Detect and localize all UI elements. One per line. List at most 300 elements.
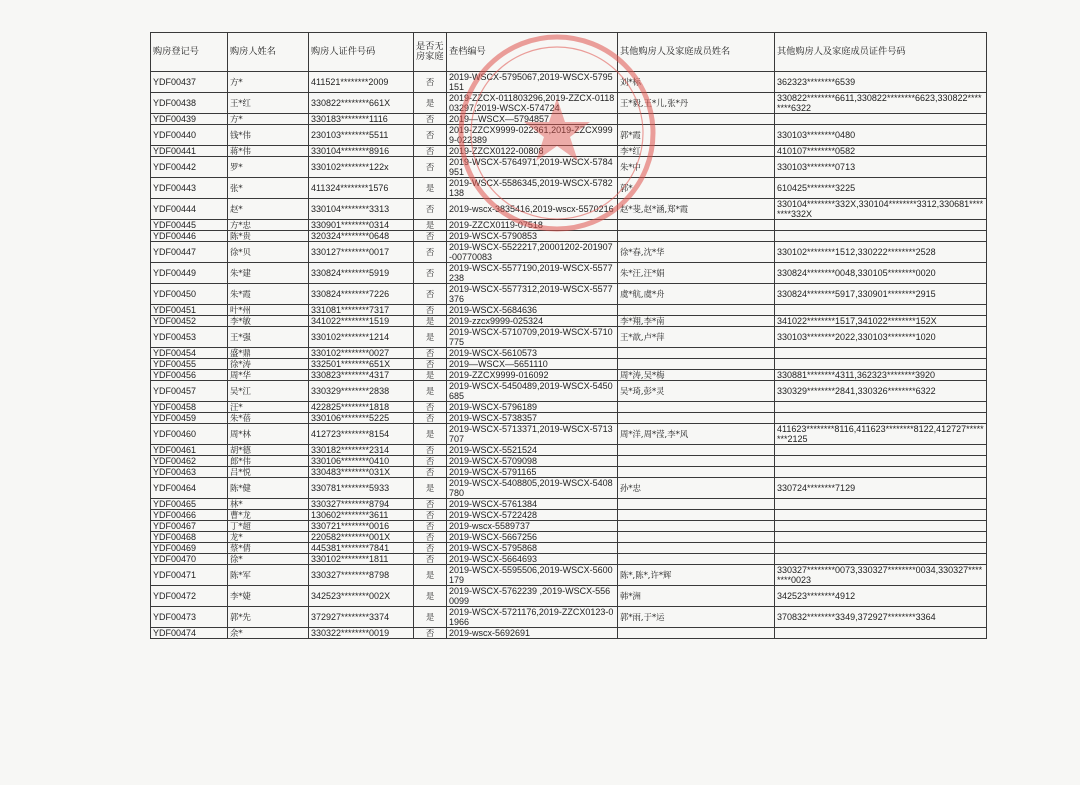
buyer-name-cell: 蔡*倩 [228, 543, 309, 554]
reg-no-cell: YDF00450 [151, 284, 228, 305]
no-house-cell: 否 [414, 445, 447, 456]
archive-no-cell: 2019-WSCX-5738357 [447, 413, 618, 424]
archive-no-cell: 2019-ZZCX-011803296,2019-ZZCX-011803297,2019-WSCX-574724 [447, 93, 618, 114]
archive-no-cell: 2019-WSCX-5722428 [447, 510, 618, 521]
buyer-name-cell: 徐* [228, 554, 309, 565]
other-names-cell [618, 402, 775, 413]
archive-no-cell: 2019-WSCX-5664693 [447, 554, 618, 565]
table-row [151, 381, 987, 402]
no-house-cell: 是 [414, 93, 447, 114]
no-house-cell: 否 [414, 72, 447, 93]
header-buyer-name: 购房人姓名 [228, 33, 309, 72]
other-certs-cell [775, 231, 987, 242]
no-house-cell: 否 [414, 359, 447, 370]
header-other-names: 其他购房人及家庭成员姓名 [618, 33, 775, 72]
archive-no-cell: 2019-ZZCX0119-07518 [447, 220, 618, 231]
buyer-cert-cell: 330106********5225 [309, 413, 414, 424]
header-buyer-cert: 购房人证件号码 [309, 33, 414, 72]
other-names-cell: 朱*汪,汪*娟 [618, 263, 775, 284]
reg-no-cell: YDF00442 [151, 157, 228, 178]
buyer-cert-cell: 330329********2838 [309, 381, 414, 402]
buyer-name-cell: 陈*健 [228, 478, 309, 499]
table-row [151, 628, 987, 639]
buyer-cert-cell: 372927********3374 [309, 607, 414, 628]
other-certs-cell: 330103********2022,330103********1020 [775, 327, 987, 348]
buyer-cert-cell: 320324********0648 [309, 231, 414, 242]
table-row [151, 316, 987, 327]
reg-no-cell: YDF00456 [151, 370, 228, 381]
archive-no-cell: 2019-ZZCX9999-016092 [447, 370, 618, 381]
archive-no-cell: 2019-WSCX-5667256 [447, 532, 618, 543]
buyer-cert-cell: 411324********1576 [309, 178, 414, 199]
buyer-name-cell: 余* [228, 628, 309, 639]
other-names-cell: 郭*霞 [618, 125, 775, 146]
other-certs-cell [775, 554, 987, 565]
table-row [151, 263, 987, 284]
archive-no-cell: 2019-WSCX-5522217,20001202-201907-00770083 [447, 242, 618, 263]
other-names-cell: 周*涛,吴*梅 [618, 370, 775, 381]
archive-no-cell: 2019-wscx-3835416,2019-wscx-5570216 [447, 199, 618, 220]
table-row [151, 543, 987, 554]
buyer-name-cell: 李*婕 [228, 586, 309, 607]
buyer-name-cell: 蒋*伟 [228, 146, 309, 157]
buyer-cert-cell: 330824********5919 [309, 263, 414, 284]
other-names-cell [618, 521, 775, 532]
buyer-cert-cell: 330721********0016 [309, 521, 414, 532]
reg-no-cell: YDF00444 [151, 199, 228, 220]
other-names-cell [618, 467, 775, 478]
archive-no-cell: 2019-WSCX-5521524 [447, 445, 618, 456]
buyer-cert-cell: 230103********5511 [309, 125, 414, 146]
reg-no-cell: YDF00462 [151, 456, 228, 467]
other-names-cell: 王*歆,卢*萍 [618, 327, 775, 348]
buyer-cert-cell: 330183********1116 [309, 114, 414, 125]
table-row [151, 72, 987, 93]
archive-no-cell: 2019-zzcx9999-025324 [447, 316, 618, 327]
buyer-name-cell: 陈*贵 [228, 231, 309, 242]
other-certs-cell: 330724********7129 [775, 478, 987, 499]
other-names-cell: 王*毅,王*儿,张*丹 [618, 93, 775, 114]
other-certs-cell: 342523********4912 [775, 586, 987, 607]
table-row [151, 220, 987, 231]
archive-no-cell: 2019-WSCX-5450489,2019-WSCX-5450685 [447, 381, 618, 402]
buyer-cert-cell: 330127********0017 [309, 242, 414, 263]
other-names-cell [618, 220, 775, 231]
buyer-name-cell: 朱*建 [228, 263, 309, 284]
buyer-name-cell: 周*华 [228, 370, 309, 381]
reg-no-cell: YDF00466 [151, 510, 228, 521]
reg-no-cell: YDF00451 [151, 305, 228, 316]
no-house-cell: 否 [414, 543, 447, 554]
no-house-cell: 否 [414, 413, 447, 424]
other-certs-cell [775, 445, 987, 456]
other-names-cell [618, 532, 775, 543]
buyer-cert-cell: 411521********2009 [309, 72, 414, 93]
no-house-cell: 是 [414, 370, 447, 381]
other-certs-cell: 330881********4311,362323********3920 [775, 370, 987, 381]
buyer-cert-cell: 330104********3313 [309, 199, 414, 220]
archive-no-cell: 2019-WSCX-5710709,2019-WSCX-5710775 [447, 327, 618, 348]
other-names-cell: 朱*中 [618, 157, 775, 178]
header-reg-no: 购房登记号 [151, 33, 228, 72]
buyer-name-cell: 胡*德 [228, 445, 309, 456]
other-names-cell [618, 305, 775, 316]
no-house-cell: 是 [414, 178, 447, 199]
buyer-name-cell: 张* [228, 178, 309, 199]
other-names-cell: 刘*标 [618, 72, 775, 93]
archive-no-cell: 2019-WSCX-5595506,2019-WSCX-5600179 [447, 565, 618, 586]
reg-no-cell: YDF00468 [151, 532, 228, 543]
no-house-cell: 否 [414, 114, 447, 125]
table-row [151, 157, 987, 178]
other-certs-cell: 330104********332X,330104********3312,330681********332X [775, 199, 987, 220]
reg-no-cell: YDF00467 [151, 521, 228, 532]
buyer-name-cell: 郭*先 [228, 607, 309, 628]
other-names-cell [618, 510, 775, 521]
other-certs-cell [775, 456, 987, 467]
buyer-name-cell: 朱*霞 [228, 284, 309, 305]
table-row [151, 445, 987, 456]
reg-no-cell: YDF00452 [151, 316, 228, 327]
archive-no-cell: 2019-WSCX-5684636 [447, 305, 618, 316]
no-house-cell: 否 [414, 467, 447, 478]
other-names-cell: 郭* [618, 178, 775, 199]
reg-no-cell: YDF00441 [151, 146, 228, 157]
other-certs-cell [775, 532, 987, 543]
buyer-cert-cell: 330182********2314 [309, 445, 414, 456]
buyer-cert-cell: 330483********031X [309, 467, 414, 478]
archive-no-cell: 2019-wscx-5692691 [447, 628, 618, 639]
other-certs-cell: 330329********2841,330326********6322 [775, 381, 987, 402]
table-row [151, 402, 987, 413]
other-names-cell [618, 413, 775, 424]
buyer-name-cell: 曹*龙 [228, 510, 309, 521]
reg-no-cell: YDF00461 [151, 445, 228, 456]
reg-no-cell: YDF00460 [151, 424, 228, 445]
buyer-name-cell: 汪* [228, 402, 309, 413]
other-certs-cell [775, 305, 987, 316]
buyer-cert-cell: 330781********5933 [309, 478, 414, 499]
buyer-cert-cell: 422825********1818 [309, 402, 414, 413]
reg-no-cell: YDF00453 [151, 327, 228, 348]
table-row [151, 242, 987, 263]
other-certs-cell: 330822********6611,330822********6623,330822********6322 [775, 93, 987, 114]
other-certs-cell [775, 348, 987, 359]
table-header-row [151, 33, 987, 72]
no-house-cell: 是 [414, 565, 447, 586]
other-certs-cell: 410107********0582 [775, 146, 987, 157]
archive-no-cell: 2019-ZZCX9999-022361,2019-ZZCX9999-022389 [447, 125, 618, 146]
other-names-cell [618, 543, 775, 554]
archive-no-cell: 2019-WSCX-5408805,2019-WSCX-5408780 [447, 478, 618, 499]
reg-no-cell: YDF00464 [151, 478, 228, 499]
archive-no-cell: 2019—WSCX—5794857 [447, 114, 618, 125]
archive-no-cell: 2019-WSCX-5709098 [447, 456, 618, 467]
no-house-cell: 否 [414, 125, 447, 146]
buyer-cert-cell: 330822********661X [309, 93, 414, 114]
buyer-cert-cell: 332501********651X [309, 359, 414, 370]
table-row [151, 284, 987, 305]
other-names-cell: 周*洋,周*滢,李*风 [618, 424, 775, 445]
table-row [151, 510, 987, 521]
buyer-cert-cell: 330104********8916 [309, 146, 414, 157]
other-certs-cell: 330103********0480 [775, 125, 987, 146]
reg-no-cell: YDF00474 [151, 628, 228, 639]
buyer-cert-cell: 330901********0314 [309, 220, 414, 231]
reg-no-cell: YDF00457 [151, 381, 228, 402]
table-row [151, 348, 987, 359]
reg-no-cell: YDF00438 [151, 93, 228, 114]
buyer-cert-cell: 330322********0019 [309, 628, 414, 639]
buyer-cert-cell: 330102********0027 [309, 348, 414, 359]
no-house-cell: 否 [414, 532, 447, 543]
table-row [151, 607, 987, 628]
table-row [151, 424, 987, 445]
no-house-cell: 否 [414, 521, 447, 532]
other-certs-cell: 341022********1517,341022********152X [775, 316, 987, 327]
other-certs-cell [775, 220, 987, 231]
other-certs-cell [775, 521, 987, 532]
archive-no-cell: 2019-WSCX-5761384 [447, 499, 618, 510]
buyer-cert-cell: 412723********8154 [309, 424, 414, 445]
reg-no-cell: YDF00449 [151, 263, 228, 284]
table-row [151, 114, 987, 125]
no-house-cell: 否 [414, 510, 447, 521]
buyer-name-cell: 盛*鼎 [228, 348, 309, 359]
no-house-cell: 否 [414, 263, 447, 284]
buyer-cert-cell: 330102********1214 [309, 327, 414, 348]
other-certs-cell [775, 510, 987, 521]
buyer-name-cell: 龙* [228, 532, 309, 543]
archive-no-cell: 2019-WSCX-5586345,2019-WSCX-5782138 [447, 178, 618, 199]
buyer-cert-cell: 330106********0410 [309, 456, 414, 467]
archive-no-cell: 2019-WSCX-5764971,2019-WSCX-5784951 [447, 157, 618, 178]
buyer-cert-cell: 220582********001X [309, 532, 414, 543]
buyer-name-cell: 罗* [228, 157, 309, 178]
table-row [151, 178, 987, 199]
other-certs-cell: 330824********5917,330901********2915 [775, 284, 987, 305]
table-row [151, 305, 987, 316]
buyer-name-cell: 钱*伟 [228, 125, 309, 146]
no-house-cell: 是 [414, 316, 447, 327]
other-names-cell: 赵*斐,赵*涵,郑*霞 [618, 199, 775, 220]
buyer-cert-cell: 330823********4317 [309, 370, 414, 381]
archive-no-cell: 2019-WSCX-5790853 [447, 231, 618, 242]
archive-no-cell: 2019-ZZCX0122-00808 [447, 146, 618, 157]
header-archive-no: 查档编号 [447, 33, 618, 72]
buyer-name-cell: 王*红 [228, 93, 309, 114]
other-names-cell [618, 628, 775, 639]
buyer-name-cell: 郎*伟 [228, 456, 309, 467]
buyer-cert-cell: 331081********7317 [309, 305, 414, 316]
archive-no-cell: 2019-WSCX-5795067,2019-WSCX-5795151 [447, 72, 618, 93]
reg-no-cell: YDF00437 [151, 72, 228, 93]
buyer-name-cell: 陈*军 [228, 565, 309, 586]
other-names-cell: 陈*,陈*,许*辉 [618, 565, 775, 586]
buyer-name-cell: 朱*蓓 [228, 413, 309, 424]
table-row [151, 456, 987, 467]
table-row [151, 199, 987, 220]
table-row [151, 327, 987, 348]
buyer-name-cell: 方* [228, 114, 309, 125]
other-names-cell: 孙*忠 [618, 478, 775, 499]
other-names-cell [618, 554, 775, 565]
reg-no-cell: YDF00458 [151, 402, 228, 413]
table-row [151, 125, 987, 146]
no-house-cell: 否 [414, 157, 447, 178]
other-certs-cell: 411623********8116,411623********8122,412727********2125 [775, 424, 987, 445]
other-certs-cell [775, 359, 987, 370]
header-no-house: 是否无房家庭 [414, 33, 447, 72]
other-certs-cell [775, 114, 987, 125]
buyer-name-cell: 李*敏 [228, 316, 309, 327]
reg-no-cell: YDF00463 [151, 467, 228, 478]
other-names-cell: 虞*航,虞*舟 [618, 284, 775, 305]
other-names-cell: 郭*雨,于*运 [618, 607, 775, 628]
other-certs-cell: 362323********6539 [775, 72, 987, 93]
buyer-cert-cell: 330824********7226 [309, 284, 414, 305]
no-house-cell: 是 [414, 327, 447, 348]
other-certs-cell: 330824********0048,330105********0020 [775, 263, 987, 284]
other-names-cell [618, 445, 775, 456]
no-house-cell: 否 [414, 284, 447, 305]
buyer-name-cell: 赵* [228, 199, 309, 220]
archive-no-cell: 2019-wscx-5589737 [447, 521, 618, 532]
no-house-cell: 是 [414, 220, 447, 231]
table-row [151, 146, 987, 157]
buyer-cert-cell: 341022********1519 [309, 316, 414, 327]
other-names-cell [618, 114, 775, 125]
table-row [151, 413, 987, 424]
buyer-name-cell: 周*林 [228, 424, 309, 445]
reg-no-cell: YDF00454 [151, 348, 228, 359]
archive-no-cell: 2019-WSCX-5721176,2019-ZZCX0123-01966 [447, 607, 618, 628]
reg-no-cell: YDF00445 [151, 220, 228, 231]
archive-no-cell: 2019-WSCX-5713371,2019-WSCX-5713707 [447, 424, 618, 445]
archive-no-cell: 2019-WSCX-5795868 [447, 543, 618, 554]
reg-no-cell: YDF00465 [151, 499, 228, 510]
other-certs-cell: 330327********0073,330327********0034,330327********0023 [775, 565, 987, 586]
table-row [151, 93, 987, 114]
buyer-cert-cell: 330102********1811 [309, 554, 414, 565]
other-certs-cell [775, 413, 987, 424]
no-house-cell: 否 [414, 628, 447, 639]
no-house-cell: 否 [414, 146, 447, 157]
table-row [151, 565, 987, 586]
reg-no-cell: YDF00446 [151, 231, 228, 242]
archive-no-cell: 2019-WSCX-5796189 [447, 402, 618, 413]
buyer-name-cell: 吴*江 [228, 381, 309, 402]
table-row [151, 231, 987, 242]
table-row [151, 521, 987, 532]
reg-no-cell: YDF00443 [151, 178, 228, 199]
buyer-name-cell: 丁*超 [228, 521, 309, 532]
other-names-cell: 李*红 [618, 146, 775, 157]
other-certs-cell [775, 402, 987, 413]
other-names-cell: 韩*洲 [618, 586, 775, 607]
table-row [151, 586, 987, 607]
reg-no-cell: YDF00455 [151, 359, 228, 370]
other-certs-cell: 610425********3225 [775, 178, 987, 199]
reg-no-cell: YDF00470 [151, 554, 228, 565]
reg-no-cell: YDF00447 [151, 242, 228, 263]
other-certs-cell [775, 467, 987, 478]
other-certs-cell: 370832********3349,372927********3364 [775, 607, 987, 628]
no-house-cell: 否 [414, 554, 447, 565]
archive-no-cell: 2019-WSCX-5762239 ,2019-WSCX-5560099 [447, 586, 618, 607]
no-house-cell: 否 [414, 456, 447, 467]
no-house-cell: 否 [414, 242, 447, 263]
no-house-cell: 否 [414, 348, 447, 359]
buyer-name-cell: 方*忠 [228, 220, 309, 231]
buyer-name-cell: 方* [228, 72, 309, 93]
reg-no-cell: YDF00469 [151, 543, 228, 554]
buyer-cert-cell: 330327********8794 [309, 499, 414, 510]
no-house-cell: 是 [414, 424, 447, 445]
other-certs-cell [775, 499, 987, 510]
table-body [151, 72, 987, 639]
other-certs-cell: 330102********1512,330222********2528 [775, 242, 987, 263]
no-house-cell: 否 [414, 402, 447, 413]
other-names-cell: 吴*琦,彭*灵 [618, 381, 775, 402]
other-names-cell [618, 359, 775, 370]
purchase-registration-table [150, 32, 987, 639]
buyer-cert-cell: 330327********8798 [309, 565, 414, 586]
no-house-cell: 是 [414, 478, 447, 499]
no-house-cell: 是 [414, 381, 447, 402]
table-row [151, 478, 987, 499]
buyer-cert-cell: 445381********7841 [309, 543, 414, 554]
archive-no-cell: 2019-WSCX-5577190,2019-WSCX-5577238 [447, 263, 618, 284]
buyer-cert-cell: 330102********122x [309, 157, 414, 178]
table-row [151, 370, 987, 381]
reg-no-cell: YDF00459 [151, 413, 228, 424]
buyer-name-cell: 王*强 [228, 327, 309, 348]
reg-no-cell: YDF00473 [151, 607, 228, 628]
buyer-name-cell: 吕*悦 [228, 467, 309, 478]
other-certs-cell: 330103********0713 [775, 157, 987, 178]
archive-no-cell: 2019—WSCX—5651110 [447, 359, 618, 370]
buyer-name-cell: 叶*州 [228, 305, 309, 316]
archive-no-cell: 2019-WSCX-5577312,2019-WSCX-5577376 [447, 284, 618, 305]
header-other-certs: 其他购房人及家庭成员证件号码 [775, 33, 987, 72]
buyer-name-cell: 徐*涛 [228, 359, 309, 370]
buyer-name-cell: 徐*贝 [228, 242, 309, 263]
other-names-cell: 徐*春,沈*华 [618, 242, 775, 263]
other-names-cell [618, 456, 775, 467]
no-house-cell: 否 [414, 499, 447, 510]
table-row [151, 499, 987, 510]
table-row [151, 532, 987, 543]
other-names-cell [618, 348, 775, 359]
reg-no-cell: YDF00439 [151, 114, 228, 125]
other-certs-cell [775, 628, 987, 639]
buyer-cert-cell: 342523********002X [309, 586, 414, 607]
no-house-cell: 否 [414, 199, 447, 220]
reg-no-cell: YDF00472 [151, 586, 228, 607]
no-house-cell: 是 [414, 586, 447, 607]
other-certs-cell [775, 543, 987, 554]
reg-no-cell: YDF00440 [151, 125, 228, 146]
no-house-cell: 否 [414, 305, 447, 316]
table-row [151, 467, 987, 478]
table-row [151, 554, 987, 565]
no-house-cell: 是 [414, 607, 447, 628]
archive-no-cell: 2019-WSCX-5610573 [447, 348, 618, 359]
other-names-cell [618, 231, 775, 242]
other-names-cell: 李*翔,李*南 [618, 316, 775, 327]
archive-no-cell: 2019-WSCX-5791165 [447, 467, 618, 478]
